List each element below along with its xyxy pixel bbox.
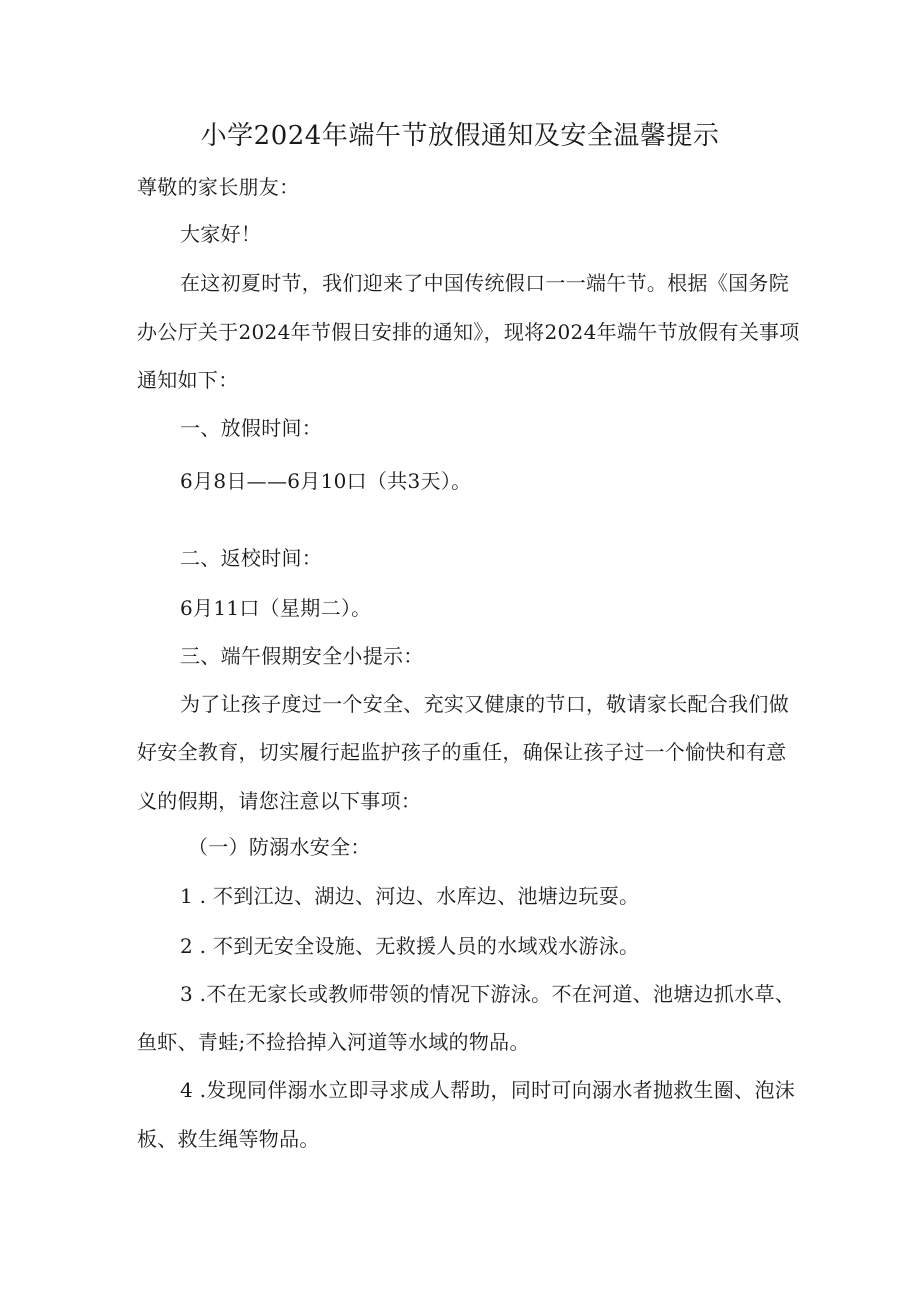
subsection-heading: （一）防溺水安全： (188, 835, 371, 859)
section-1-body: 6月8日——6月10口（共3天）。 (180, 469, 472, 493)
list-item-4-line-1: 4 .发现同伴溺水立即寻求成人帮助，同时可向溺水者抛救生圈、泡沫 (180, 1078, 796, 1102)
salutation: 尊敬的家长朋友： (137, 175, 300, 199)
list-item-3-line-2: 鱼虾、青蛙;不捡拾掉入河道等水域的物品。 (137, 1030, 530, 1054)
section-3-intro-line-2: 好安全教育，切实履行起监护孩子的重任，确保让孩子过一个愉快和有意 (137, 740, 787, 764)
intro-line-3: 通知如下： (137, 368, 239, 392)
section-3-heading: 三、端午假期安全小提示： (180, 644, 424, 668)
intro-line-2: 办公厅关于2024年节假日安排的通知》，现将2024年端午节放假有关事项 (137, 320, 800, 344)
section-2-heading: 二、返校时间： (180, 546, 323, 570)
list-item-4-line-2: 板、救生绳等物品。 (137, 1127, 320, 1151)
section-1-heading: 一、放假时间： (180, 416, 323, 440)
list-item-3-line-1: 3 .不在无家长或教师带领的情况下游泳。不在河道、池塘边抓水草、 (180, 982, 796, 1006)
list-item-2: 2 . 不到无安全设施、无救援人员的水域戏水游泳。 (180, 934, 640, 958)
list-item-1: 1 . 不到江边、湖边、河边、水库边、池塘边玩耍。 (180, 884, 640, 908)
greeting: 大家好！ (180, 222, 262, 246)
section-3-intro-line-3: 义的假期，请您注意以下事项： (137, 789, 422, 813)
document-title: 小学2024年端午节放假通知及安全温馨提示 (200, 121, 720, 151)
section-3-intro-line-1: 为了让孩子度过一个安全、充实又健康的节口，敬请家长配合我们做 (180, 692, 789, 716)
section-2-body: 6月11口（星期二）。 (180, 596, 372, 620)
intro-line-1: 在这初夏时节，我们迎来了中国传统假口一一端午节。根据《国务院 (180, 271, 789, 295)
